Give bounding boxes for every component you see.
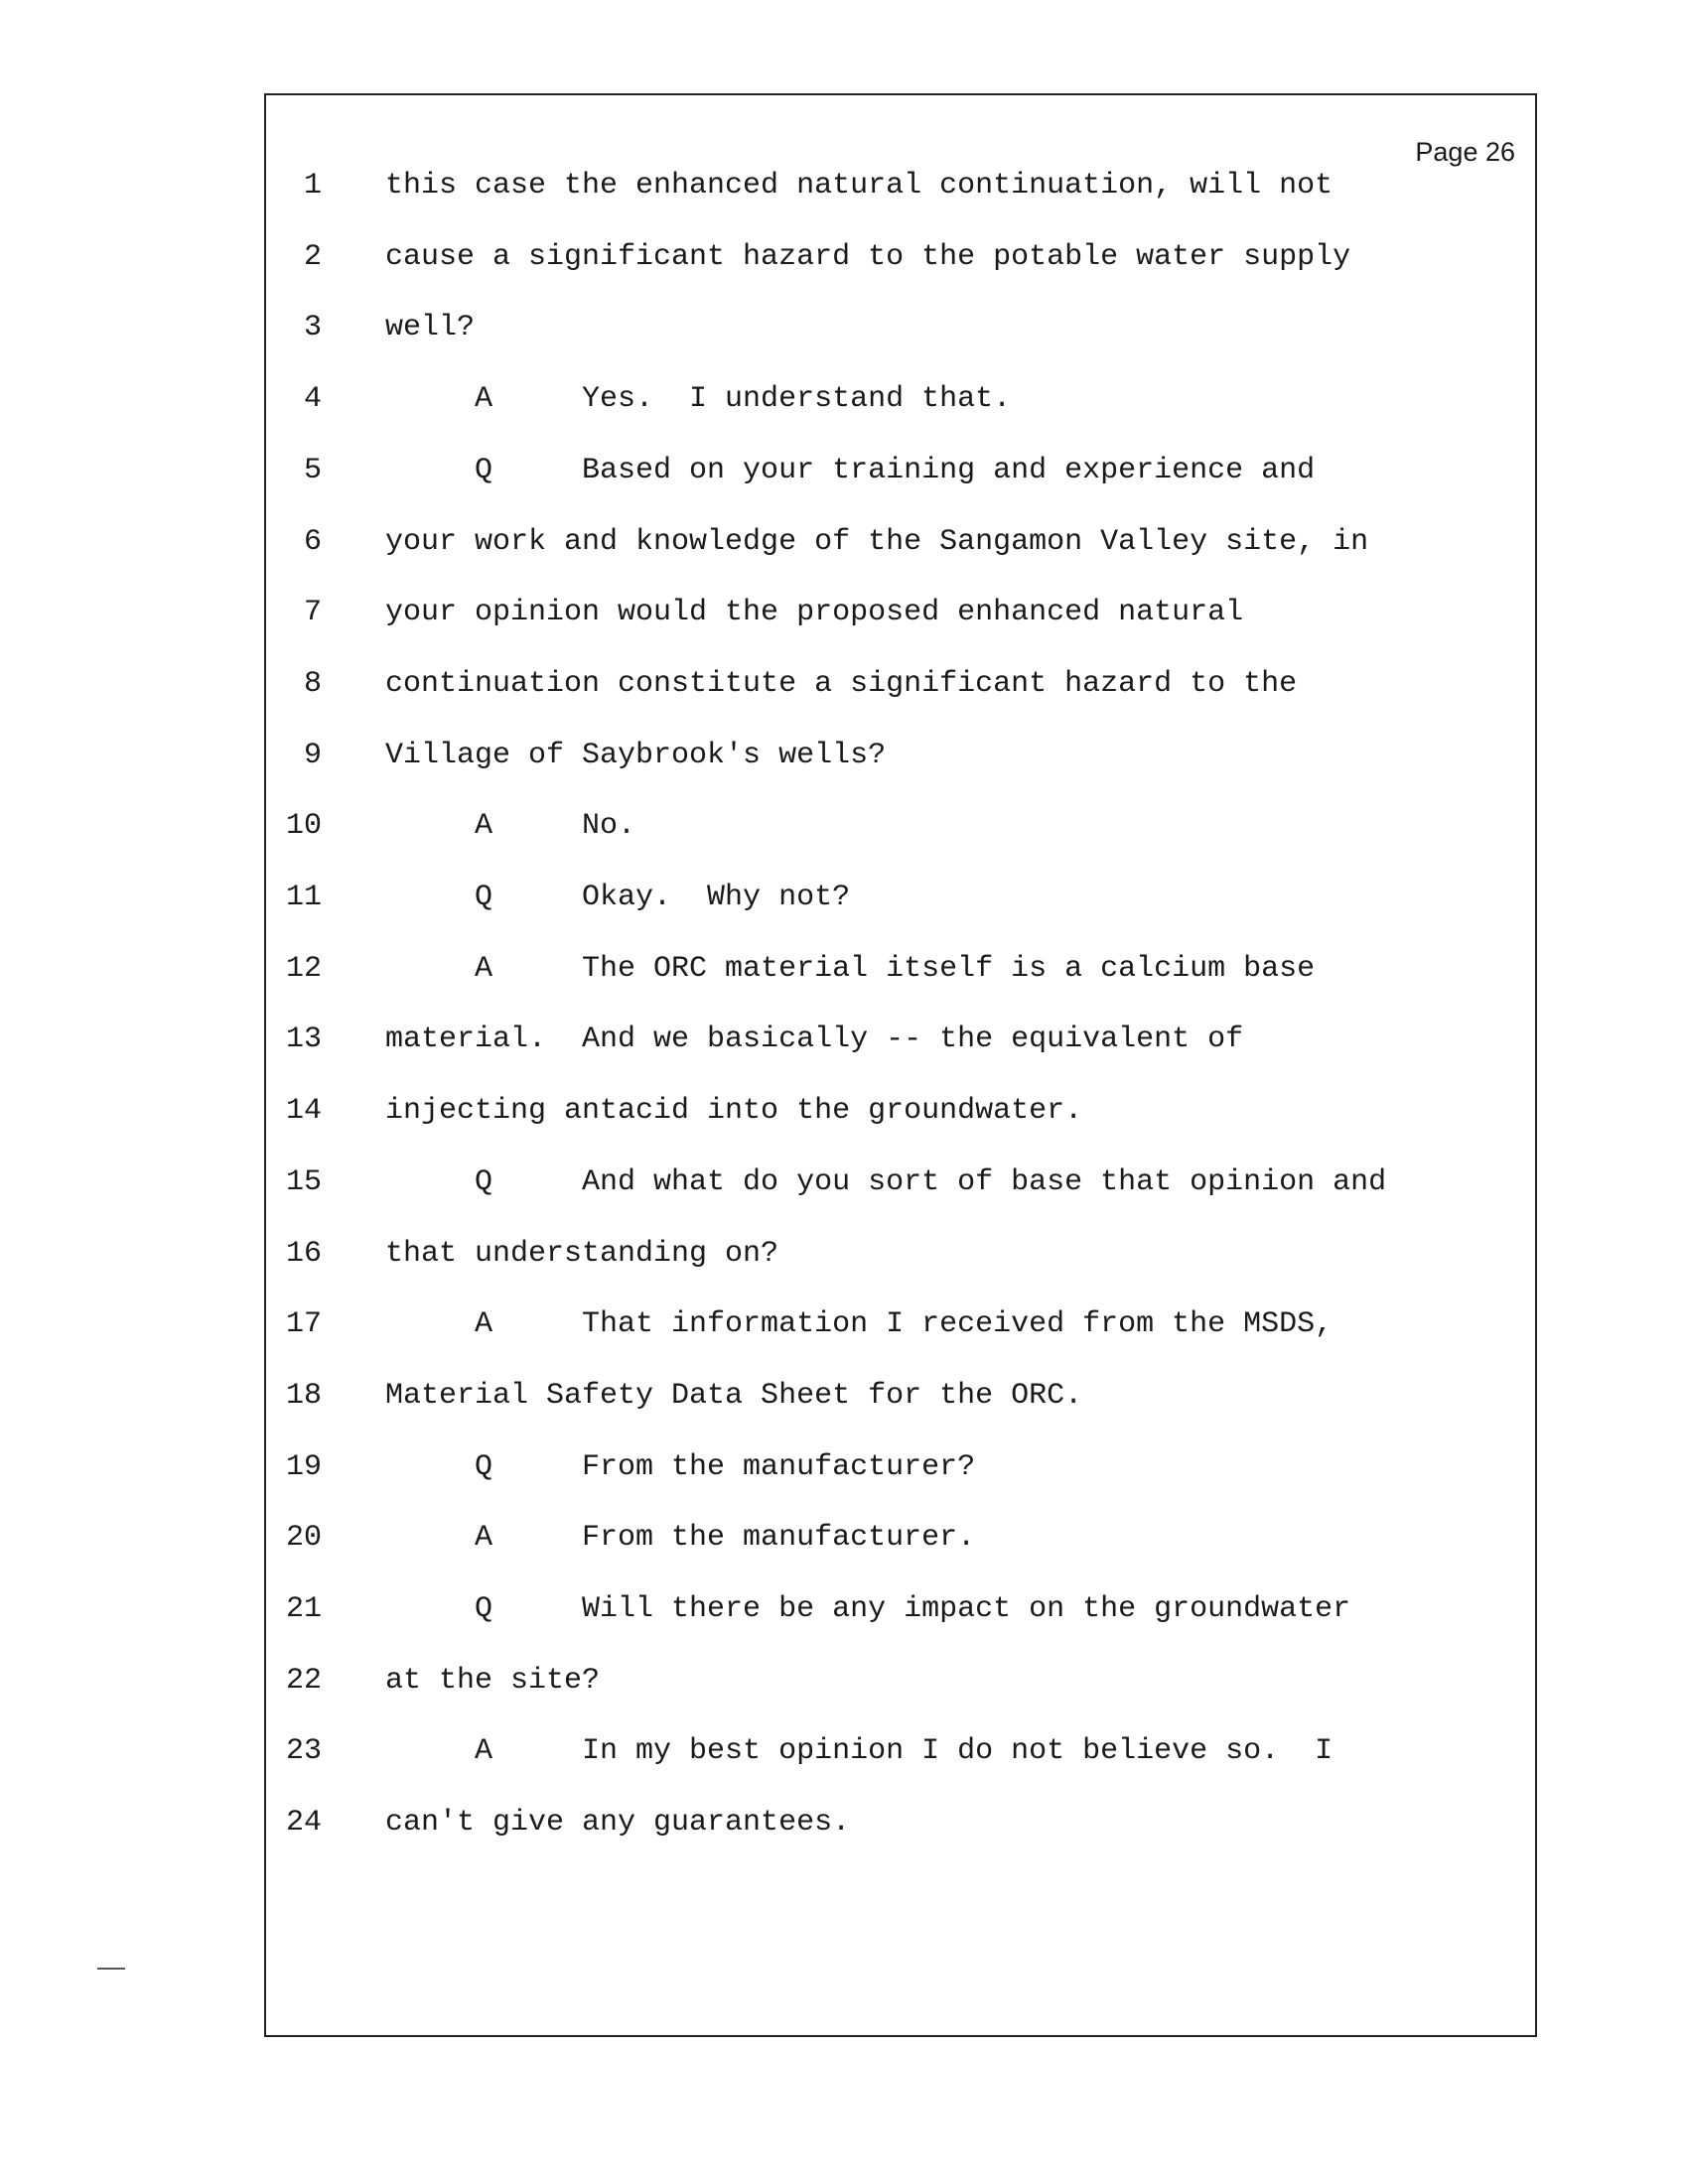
line-number: 6 (303, 524, 322, 559)
line-text: your work and knowledge of the Sangamon Valley site, in (385, 524, 1369, 559)
line-number: 13 (285, 1023, 322, 1057)
line-text: A Yes. I understand that. (385, 382, 1012, 417)
line-number: 12 (285, 951, 322, 986)
transcript-line (266, 169, 1539, 218)
transcript-line (266, 311, 1539, 360)
line-text: Q Okay. Why not? (385, 881, 851, 914)
line-number: 17 (285, 1307, 322, 1342)
transcript-line (266, 1806, 1539, 1855)
transcript-line (266, 596, 1539, 645)
line-text: A No. (385, 809, 636, 844)
line-text: that understanding on? (385, 1236, 779, 1271)
transcript-line (266, 240, 1539, 290)
line-text: Village of Saybrook's wells? (385, 738, 887, 772)
line-number: 5 (303, 453, 322, 487)
transcript-line (266, 1379, 1539, 1429)
transcript-line (266, 1734, 1539, 1784)
transcript-line (266, 667, 1539, 717)
transcript-line (266, 739, 1539, 788)
line-text: Q And what do you sort of base that opinion and (385, 1164, 1387, 1199)
transcript-line (266, 1307, 1539, 1357)
line-number: 14 (285, 1094, 322, 1129)
line-text: cause a significant hazard to the potable water supply (385, 239, 1351, 274)
line-number: 18 (285, 1378, 322, 1413)
transcript-line (266, 382, 1539, 432)
line-number: 22 (285, 1663, 322, 1698)
line-number: 24 (285, 1806, 322, 1841)
transcript-line (266, 1664, 1539, 1713)
transcript-line (266, 952, 1539, 1002)
transcript-line (266, 1094, 1539, 1144)
line-number: 10 (285, 809, 322, 844)
line-text: can't give any guarantees. (385, 1806, 851, 1841)
transcript-line (266, 454, 1539, 503)
line-text: A From the manufacturer. (385, 1521, 976, 1556)
transcript-line (266, 1023, 1539, 1072)
line-text: A The ORC material itself is a calcium base (385, 951, 1316, 986)
line-number: 15 (285, 1164, 322, 1199)
line-number: 1 (303, 169, 322, 203)
line-number: 3 (303, 311, 322, 345)
line-number: 4 (303, 382, 322, 417)
page-number: Page 26 (1415, 137, 1515, 167)
transcript-line (266, 881, 1539, 930)
line-number: 8 (303, 666, 322, 701)
line-text: injecting antacid into the groundwater. (385, 1094, 1083, 1129)
transcript-line (266, 525, 1539, 575)
line-text: continuation constitute a significant hazard to the (385, 666, 1298, 701)
line-number: 21 (285, 1592, 322, 1626)
transcript-line (266, 1521, 1539, 1570)
line-number: 2 (303, 239, 322, 274)
line-text: this case the enhanced natural continuation, will not (385, 169, 1333, 203)
line-number: 11 (285, 881, 322, 914)
line-text: material. And we basically -- the equivalent of (385, 1023, 1244, 1057)
line-text: Q Based on your training and experience and (385, 453, 1316, 487)
line-number: 23 (285, 1734, 322, 1769)
line-number: 7 (303, 596, 322, 630)
line-text: Material Safety Data Sheet for the ORC. (385, 1378, 1083, 1413)
line-number: 9 (303, 738, 322, 772)
line-text: A That information I received from the MSDS, (385, 1307, 1333, 1342)
margin-mark (97, 1968, 125, 1970)
transcript-line (266, 1592, 1539, 1642)
transcript-line (266, 1450, 1539, 1500)
line-text: your opinion would the proposed enhanced natural (385, 596, 1244, 630)
line-number: 16 (285, 1236, 322, 1271)
line-text: well? (385, 311, 476, 345)
line-text: at the site? (385, 1663, 601, 1698)
line-text: Q Will there be any impact on the groundwater (385, 1592, 1351, 1626)
line-number: 20 (285, 1521, 322, 1556)
line-text: Q From the manufacturer? (385, 1449, 976, 1484)
line-number: 19 (285, 1449, 322, 1484)
line-text: A In my best opinion I do not believe so. I (385, 1734, 1333, 1769)
transcript-line (266, 1237, 1539, 1287)
transcript-page (264, 93, 1537, 2037)
transcript-line (266, 1165, 1539, 1215)
transcript-line (266, 809, 1539, 859)
